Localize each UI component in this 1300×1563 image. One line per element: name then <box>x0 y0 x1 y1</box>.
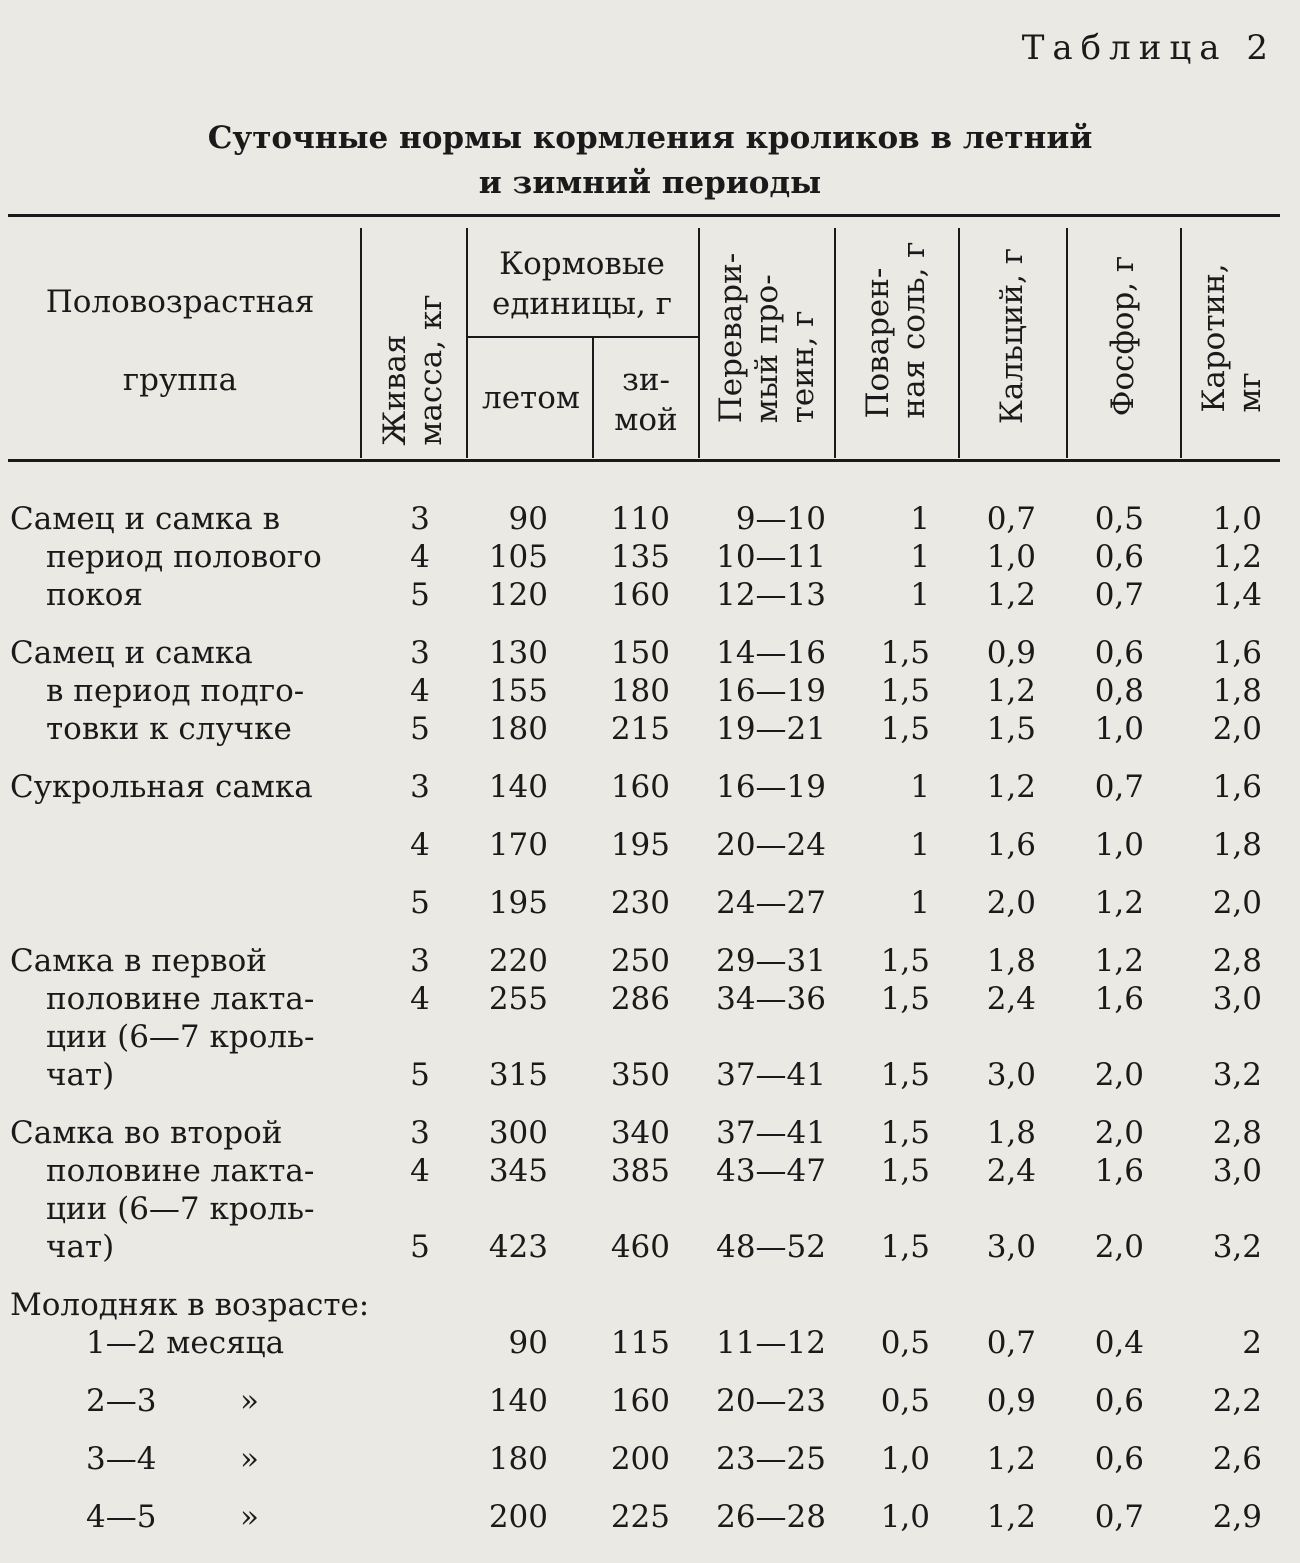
header-calcium: Кальций, г <box>994 247 1030 425</box>
cell-protein: 14—16 <box>716 635 826 671</box>
cell-winter: 230 <box>610 885 670 921</box>
cell-phosphorus: 0,5 <box>1094 501 1144 537</box>
cell-group: в период подго- <box>46 673 305 709</box>
cell-calcium: 2,0 <box>986 885 1036 921</box>
cell-salt: 1,5 <box>880 981 930 1017</box>
cell-group: 2—3 <box>86 1383 157 1419</box>
cell-winter: 160 <box>610 769 670 805</box>
table-row <box>0 1420 1300 1478</box>
cell-protein: 16—19 <box>716 769 826 805</box>
cell-calcium: 0,9 <box>986 635 1036 671</box>
header-salt: Поварен- ная соль, г <box>860 241 932 419</box>
table-number: Таблица 2 <box>1021 28 1276 68</box>
cell-summer: 105 <box>488 539 548 575</box>
cell-group: период полового <box>46 539 322 575</box>
cell-calcium: 0,7 <box>986 501 1036 537</box>
table-row <box>0 806 1300 864</box>
table-body <box>0 500 1300 1536</box>
cell-phosphorus: 1,6 <box>1094 981 1144 1017</box>
cell-mass: 5 <box>410 885 430 921</box>
cell-calcium: 2,4 <box>986 981 1036 1017</box>
cell-protein: 19—21 <box>716 711 826 747</box>
table-row <box>0 576 1300 614</box>
cell-mass: 4 <box>410 827 430 863</box>
header-feed-units-line-2: единицы, г <box>492 286 672 322</box>
cell-group: половине лакта- <box>46 1153 315 1189</box>
cell-group: 3—4 <box>86 1441 157 1477</box>
cell-phosphorus: 1,0 <box>1094 711 1144 747</box>
cell-summer: 140 <box>488 1383 548 1419</box>
cell-protein: 24—27 <box>716 885 826 921</box>
cell-protein: 43—47 <box>716 1153 826 1189</box>
table-row <box>0 672 1300 710</box>
cell-summer: 180 <box>488 1441 548 1477</box>
cell-mass: 4 <box>410 981 430 1017</box>
cell-mass: 5 <box>410 1057 430 1093</box>
cell-protein: 9—10 <box>735 501 826 537</box>
cell-salt: 1,0 <box>880 1441 930 1477</box>
cell-calcium: 0,9 <box>986 1383 1036 1419</box>
cell-summer: 200 <box>488 1499 548 1535</box>
cell-mass: 3 <box>410 943 430 979</box>
title-line-2: и зимний периоды <box>478 165 822 201</box>
cell-carotene: 1,8 <box>1212 827 1262 863</box>
cell-group: Самец и самка в <box>10 501 281 537</box>
table-row <box>0 922 1300 980</box>
cell-winter: 286 <box>610 981 670 1017</box>
header-winter <box>594 360 698 440</box>
cell-summer: 220 <box>488 943 548 979</box>
cell-salt: 1,5 <box>880 673 930 709</box>
cell-winter: 215 <box>610 711 670 747</box>
cell-carotene: 3,0 <box>1212 1153 1262 1189</box>
cell-phosphorus: 1,2 <box>1094 885 1144 921</box>
feed-units-divider <box>466 336 698 338</box>
cell-winter: 460 <box>610 1229 670 1265</box>
cell-group: товки к случке <box>46 711 292 747</box>
cell-mass: 5 <box>410 711 430 747</box>
cell-carotene: 3,2 <box>1212 1229 1262 1265</box>
cell-protein: 37—41 <box>716 1115 826 1151</box>
header-feed-units-line-1: Кормовые <box>499 246 665 282</box>
cell-summer: 90 <box>508 1325 548 1361</box>
title-line-1: Суточные нормы кормления кроликов в летний <box>207 120 1093 156</box>
cell-calcium: 1,2 <box>986 577 1036 613</box>
cell-phosphorus: 1,2 <box>1094 943 1144 979</box>
table-row <box>0 1228 1300 1266</box>
cell-group: Сукрольная самка <box>10 769 313 805</box>
cell-salt: 1 <box>910 577 930 613</box>
cell-salt: 0,5 <box>880 1325 930 1361</box>
cell-carotene: 1,6 <box>1212 769 1262 805</box>
cell-mass: 3 <box>410 501 430 537</box>
header-winter-line-2: мой <box>614 402 678 438</box>
cell-protein: 20—23 <box>716 1383 826 1419</box>
cell-phosphorus: 0,6 <box>1094 635 1144 671</box>
cell-phosphorus: 2,0 <box>1094 1229 1144 1265</box>
cell-calcium: 1,8 <box>986 1115 1036 1151</box>
header-summer: летом <box>482 380 580 416</box>
cell-summer: 423 <box>488 1229 548 1265</box>
table-row <box>0 1056 1300 1094</box>
cell-winter: 225 <box>610 1499 670 1535</box>
cell-salt: 1,5 <box>880 943 930 979</box>
column-divider <box>1180 228 1182 458</box>
cell-salt: 1 <box>910 827 930 863</box>
header-winter-line-1: зи- <box>621 362 671 398</box>
table-row <box>0 1152 1300 1190</box>
cell-winter: 200 <box>610 1441 670 1477</box>
cell-salt: 1 <box>910 885 930 921</box>
cell-calcium: 1,8 <box>986 943 1036 979</box>
cell-carotene: 1,0 <box>1212 501 1262 537</box>
cell-carotene: 2,6 <box>1212 1441 1262 1477</box>
cell-group: ции (6—7 кроль- <box>46 1191 315 1227</box>
header-feed-units <box>466 244 698 324</box>
cell-salt: 1 <box>910 769 930 805</box>
table-row <box>0 1266 1300 1324</box>
cell-mass: 3 <box>410 769 430 805</box>
cell-group: чат) <box>46 1229 115 1265</box>
cell-winter: 115 <box>610 1325 670 1361</box>
cell-carotene: 2,0 <box>1212 711 1262 747</box>
cell-winter: 160 <box>610 1383 670 1419</box>
cell-carotene: 1,4 <box>1212 577 1262 613</box>
cell-salt: 1 <box>910 501 930 537</box>
cell-salt: 1,5 <box>880 1153 930 1189</box>
cell-carotene: 2 <box>1242 1325 1262 1361</box>
cell-summer: 90 <box>508 501 548 537</box>
cell-carotene: 2,2 <box>1212 1383 1262 1419</box>
cell-calcium: 1,2 <box>986 1441 1036 1477</box>
table-row <box>0 1478 1300 1536</box>
column-divider <box>698 228 700 458</box>
cell-winter: 150 <box>610 635 670 671</box>
cell-mass: 5 <box>410 1229 430 1265</box>
cell-salt: 1,5 <box>880 1229 930 1265</box>
table-row <box>0 864 1300 922</box>
column-divider <box>360 228 362 458</box>
cell-salt: 1 <box>910 539 930 575</box>
cell-protein: 10—11 <box>716 539 826 575</box>
cell-summer: 315 <box>488 1057 548 1093</box>
cell-group: чат) <box>46 1057 115 1093</box>
header-carotene: Каротин, мг <box>1196 263 1268 413</box>
cell-summer: 195 <box>488 885 548 921</box>
table-row <box>0 1324 1300 1362</box>
header-protein: Перевари- мый про- теин, г <box>713 252 821 424</box>
cell-protein: 26—28 <box>716 1499 826 1535</box>
cell-carotene: 2,8 <box>1212 943 1262 979</box>
cell-protein: 16—19 <box>716 673 826 709</box>
cell-summer: 170 <box>488 827 548 863</box>
table-row <box>0 1190 1300 1228</box>
cell-carotene: 2,8 <box>1212 1115 1262 1151</box>
cell-calcium: 1,2 <box>986 769 1036 805</box>
cell-summer: 120 <box>488 577 548 613</box>
cell-winter: 180 <box>610 673 670 709</box>
cell-group: Самка во второй <box>10 1115 283 1151</box>
cell-mass: 3 <box>410 635 430 671</box>
cell-phosphorus: 2,0 <box>1094 1057 1144 1093</box>
cell-winter: 160 <box>610 577 670 613</box>
header-top-rule <box>8 214 1280 217</box>
cell-protein: 11—12 <box>716 1325 826 1361</box>
cell-ditto-mark: » <box>240 1499 259 1535</box>
cell-protein: 12—13 <box>716 577 826 613</box>
table-row <box>0 1018 1300 1056</box>
cell-mass: 4 <box>410 673 430 709</box>
cell-carotene: 3,2 <box>1212 1057 1262 1093</box>
cell-group: покоя <box>46 577 143 613</box>
cell-winter: 135 <box>610 539 670 575</box>
cell-summer: 130 <box>488 635 548 671</box>
header-group <box>10 282 350 400</box>
cell-calcium: 3,0 <box>986 1229 1036 1265</box>
header-phosphorus: Фосфор, г <box>1105 255 1141 417</box>
cell-summer: 155 <box>488 673 548 709</box>
cell-calcium: 1,2 <box>986 673 1036 709</box>
table-row <box>0 980 1300 1018</box>
table-row <box>0 614 1300 672</box>
cell-winter: 250 <box>610 943 670 979</box>
cell-winter: 385 <box>610 1153 670 1189</box>
cell-calcium: 3,0 <box>986 1057 1036 1093</box>
cell-group: Самка в первой <box>10 943 267 979</box>
cell-mass: 4 <box>410 539 430 575</box>
cell-calcium: 0,7 <box>986 1325 1036 1361</box>
cell-protein: 34—36 <box>716 981 826 1017</box>
column-divider <box>958 228 960 458</box>
column-divider <box>1066 228 1068 458</box>
cell-group: Самец и самка <box>10 635 253 671</box>
cell-phosphorus: 0,6 <box>1094 539 1144 575</box>
cell-calcium: 1,6 <box>986 827 1036 863</box>
cell-carotene: 1,6 <box>1212 635 1262 671</box>
table-row <box>0 538 1300 576</box>
cell-summer: 255 <box>488 981 548 1017</box>
cell-carotene: 3,0 <box>1212 981 1262 1017</box>
cell-group: половине лакта- <box>46 981 315 1017</box>
column-divider <box>834 228 836 458</box>
cell-calcium: 1,2 <box>986 1499 1036 1535</box>
cell-phosphorus: 0,8 <box>1094 673 1144 709</box>
cell-carotene: 1,8 <box>1212 673 1262 709</box>
cell-mass: 5 <box>410 577 430 613</box>
cell-carotene: 2,9 <box>1212 1499 1262 1535</box>
cell-salt: 1,5 <box>880 635 930 671</box>
cell-calcium: 1,0 <box>986 539 1036 575</box>
cell-winter: 340 <box>610 1115 670 1151</box>
cell-salt: 1,0 <box>880 1499 930 1535</box>
cell-calcium: 2,4 <box>986 1153 1036 1189</box>
cell-winter: 195 <box>610 827 670 863</box>
table-row <box>0 500 1300 538</box>
cell-group: Молодняк в возрасте: <box>10 1287 370 1323</box>
cell-salt: 0,5 <box>880 1383 930 1419</box>
header-live-mass: Живая масса, кг <box>377 294 449 446</box>
cell-group: 4—5 <box>86 1499 157 1535</box>
header-bottom-rule <box>8 459 1280 462</box>
cell-ditto-mark: » <box>240 1383 259 1419</box>
cell-phosphorus: 0,6 <box>1094 1441 1144 1477</box>
cell-carotene: 2,0 <box>1212 885 1262 921</box>
cell-summer: 140 <box>488 769 548 805</box>
cell-protein: 37—41 <box>716 1057 826 1093</box>
table-row <box>0 1094 1300 1152</box>
cell-phosphorus: 0,6 <box>1094 1383 1144 1419</box>
cell-mass: 4 <box>410 1153 430 1189</box>
table-row <box>0 748 1300 806</box>
cell-protein: 29—31 <box>716 943 826 979</box>
table-row <box>0 710 1300 748</box>
cell-phosphorus: 2,0 <box>1094 1115 1144 1151</box>
cell-salt: 1,5 <box>880 711 930 747</box>
cell-phosphorus: 1,6 <box>1094 1153 1144 1189</box>
table-row <box>0 1362 1300 1420</box>
cell-protein: 20—24 <box>716 827 826 863</box>
cell-carotene: 1,2 <box>1212 539 1262 575</box>
cell-phosphorus: 0,7 <box>1094 769 1144 805</box>
table-title <box>0 116 1300 206</box>
cell-ditto-mark: » <box>240 1441 259 1477</box>
cell-group: ции (6—7 кроль- <box>46 1019 315 1055</box>
cell-winter: 110 <box>610 501 670 537</box>
cell-summer: 300 <box>488 1115 548 1151</box>
cell-salt: 1,5 <box>880 1057 930 1093</box>
cell-mass: 3 <box>410 1115 430 1151</box>
cell-calcium: 1,5 <box>986 711 1036 747</box>
header-group-line-2: группа <box>122 362 238 398</box>
cell-phosphorus: 0,4 <box>1094 1325 1144 1361</box>
cell-phosphorus: 1,0 <box>1094 827 1144 863</box>
header-group-line-1: Половозрастная <box>45 284 315 320</box>
cell-protein: 23—25 <box>716 1441 826 1477</box>
cell-group: 1—2 месяца <box>86 1325 285 1361</box>
cell-phosphorus: 0,7 <box>1094 577 1144 613</box>
cell-summer: 345 <box>488 1153 548 1189</box>
cell-salt: 1,5 <box>880 1115 930 1151</box>
cell-winter: 350 <box>610 1057 670 1093</box>
cell-protein: 48—52 <box>716 1229 826 1265</box>
cell-summer: 180 <box>488 711 548 747</box>
cell-phosphorus: 0,7 <box>1094 1499 1144 1535</box>
